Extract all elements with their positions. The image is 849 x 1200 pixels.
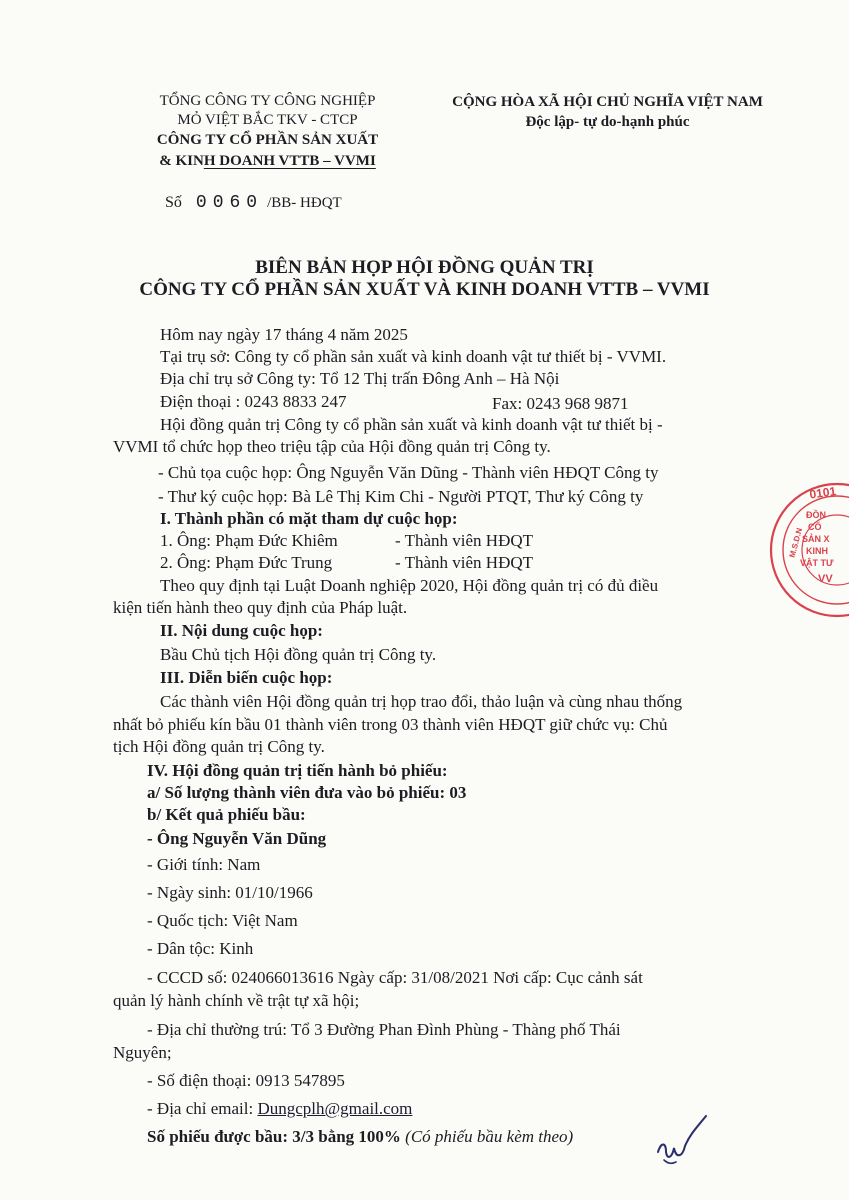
section-3-paragraph-3: tịch Hội đồng quản trị Công ty. [113,737,325,756]
vote-result-bold: Số phiếu được bầu: 3/3 bằng 100% [147,1127,401,1146]
vote-result-heading: b/ Kết quả phiếu bầu: [147,805,306,824]
meeting-date: Hôm nay ngày 17 tháng 4 năm 2025 [160,325,408,344]
section-2-heading: II. Nội dung cuộc họp: [160,621,323,640]
org-line-2: MỎ VIỆT BẮC TKV - CTCP [177,112,358,128]
stamp-line-2: CỔ [808,522,822,532]
member-2-name: 2. Ông: Phạm Đức Trung [160,553,333,572]
candidate-name: - Ông Nguyễn Văn Dũng [147,829,327,848]
doc-no-value: 0060 [195,193,264,213]
company-line-1: CÔNG TY CỔ PHẦN SẢN XUẤT [156,132,379,148]
candidate-email-link[interactable]: Dungcplh@gmail.com [257,1099,413,1118]
vote-result-note: (Có phiếu bầu kèm theo) [400,1127,574,1146]
meeting-chair: - Chủ tọa cuộc họp: Ông Nguyễn Văn Dũng - Thành viên HĐQT Công ty [158,463,659,482]
candidate-address-1: - Địa chỉ thường trú: Tổ 3 Đường Phan Đình Phùng - Thàng phố Thái [147,1020,621,1039]
office-fax: Fax: 0243 968 9871 [492,394,629,413]
doc-no-prefix: Số [165,194,182,211]
member-1-role: - Thành viên HĐQT [395,531,534,550]
member-1-name: 1. Ông: Phạm Đức Khiêm [160,531,338,550]
quorum-paragraph-2: kiện tiến hành theo quy định của Pháp luật. [113,598,408,617]
section-3-paragraph-1: Các thành viên Hội đồng quản trị họp trao đổi, thảo luận và cùng nhau thống [160,692,683,711]
office-address: Địa chỉ trụ sở Công ty: Tổ 12 Thị trấn Đông Anh – Hà Nội [160,369,560,388]
national-title: CỘNG HÒA XÃ HỘI CHỦ NGHĨA VIỆT NAM [452,94,763,110]
company-line-2b: H DOANH VTTB – VVMI [203,153,376,169]
candidate-phone: - Số điện thoại: 0913 547895 [147,1071,345,1090]
candidate-ethnicity: - Dân tộc: Kinh [147,939,254,958]
company-stamp [762,470,849,630]
intro-paragraph-1: Hội đồng quản trị Công ty cổ phần sản xuất và kinh doanh vật tư thiết bị - [160,415,663,434]
meeting-office: Tại trụ sở: Công ty cổ phần sản xuất và kinh doanh vật tư thiết bị - VVMI. [160,347,667,366]
section-1-heading: I. Thành phần có mặt tham dự cuộc họp: [160,509,458,528]
candidate-email-label: - Địa chỉ email: [147,1099,258,1118]
signature-mark [652,1112,712,1172]
stamp-line-4: KINH [806,546,828,556]
stamp-line-5: VẬT TƯ [800,558,834,568]
vote-count: a/ Số lượng thành viên đưa vào bỏ phiếu: 03 [147,783,467,802]
section-4-heading: IV. Hội đồng quản trị tiến hành bỏ phiếu: [147,761,448,780]
candidate-nationality: - Quốc tịch: Việt Nam [147,911,298,930]
candidate-address-2: Nguyên; [113,1043,172,1062]
vote-result-line [147,1127,573,1147]
section-3-heading: III. Diễn biến cuộc họp: [160,668,333,687]
document-number [165,193,342,213]
member-2-role: - Thành viên HĐQT [395,553,534,572]
doc-title-line-2: CÔNG TY CỔ PHẦN SẢN XUẤT VÀ KINH DOANH VTTB – VVMI [139,279,710,300]
quorum-paragraph-1: Theo quy định tại Luật Doanh nghiệp 2020, Hội đồng quản trị có đủ điều [160,576,659,595]
stamp-line-6: VV [818,573,833,585]
doc-no-suffix: /BB- HĐQT [267,195,342,211]
candidate-email-row [147,1099,412,1119]
candidate-id-1: - CCCD số: 024066013616 Ngày cấp: 31/08/2021 Nơi cấp: Cục cảnh sát [147,968,643,987]
national-motto: Độc lập- tự do-hạnh phúc [525,114,690,130]
stamp-line-3: SẢN X [802,534,830,544]
candidate-id-2: quản lý hành chính về trật tự xã hội; [113,991,360,1010]
intro-paragraph-2: VVMI tổ chức họp theo triệu tập của Hội đồng quản trị Công ty. [113,437,551,456]
stamp-side-text: M.S.D.N [787,526,805,559]
company-line-2a: & KIN [159,153,204,169]
meeting-secretary: - Thư ký cuộc họp: Bà Lê Thị Kim Chi - Người PTQT, Thư ký Công ty [158,487,644,506]
stamp-line-1: ĐỒN [806,510,826,520]
company-line-2 [125,152,410,171]
doc-title-line-1: BIÊN BẢN HỌP HỘI ĐỒNG QUẢN TRỊ [255,257,594,278]
candidate-gender: - Giới tính: Nam [147,855,261,874]
office-phone: Điện thoại : 0243 8833 247 [160,392,347,411]
stamp-number: 0101 [808,484,837,502]
section-2-text: Bầu Chủ tịch Hội đồng quản trị Công ty. [160,645,437,664]
candidate-dob: - Ngày sinh: 01/10/1966 [147,883,313,902]
org-line-1: TỔNG CÔNG TY CÔNG NGHIỆP [159,93,376,109]
section-3-paragraph-2: nhất bỏ phiếu kín bầu 01 thành viên trong 03 thành viên HĐQT giữ chức vụ: Chủ [113,715,668,734]
